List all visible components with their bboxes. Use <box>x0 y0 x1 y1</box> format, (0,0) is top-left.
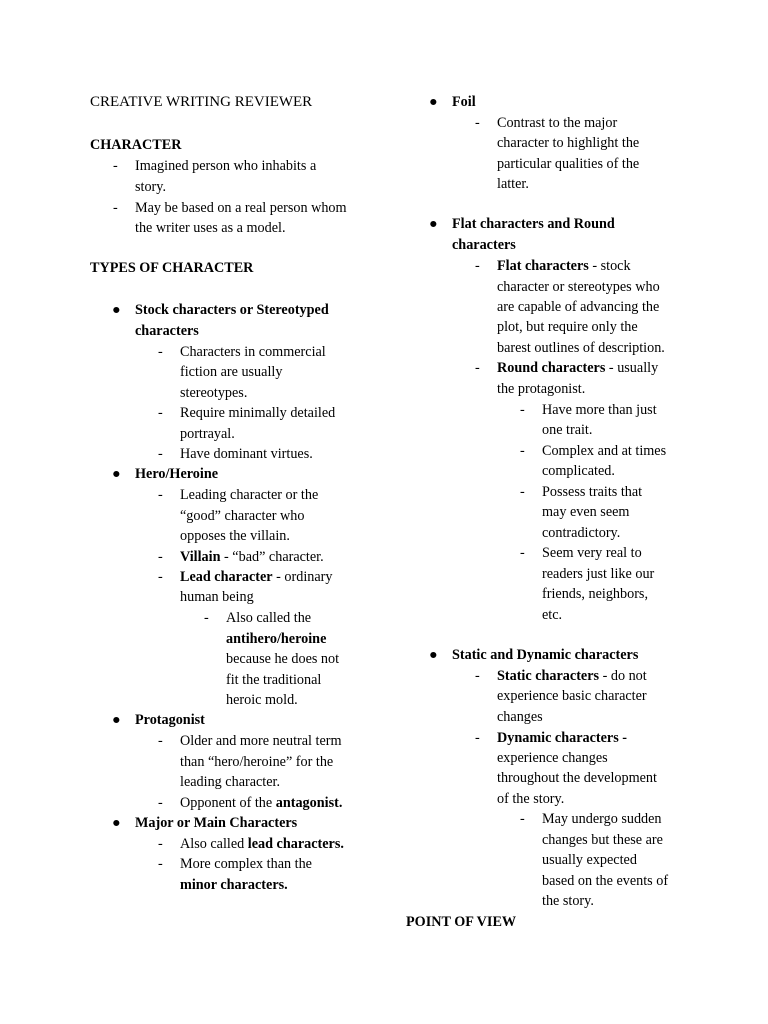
list-item-line: than “hero/heroine” for the <box>180 754 334 770</box>
round-line <box>497 358 658 379</box>
antihero-term: antihero/heroine <box>226 631 327 647</box>
foil-heading: Foil <box>452 94 476 110</box>
list-item-line: etc. <box>542 607 563 623</box>
list-item-line: “good” character who <box>180 508 305 524</box>
list-item-line: Also called the <box>226 610 312 626</box>
villain-line <box>180 547 324 568</box>
round-term: Round characters <box>497 360 606 376</box>
list-item-line: friends, neighbors, <box>542 586 648 602</box>
list-item-line: latter. <box>497 176 529 192</box>
dash-marker: - <box>520 811 525 827</box>
bullet-marker: ● <box>429 216 438 232</box>
bullet-marker: ● <box>429 94 438 110</box>
static-definition: - do not <box>599 668 647 684</box>
list-item-line: fit the traditional <box>226 672 322 688</box>
list-item-line: May undergo sudden <box>542 811 662 827</box>
static-dynamic-heading: Static and Dynamic characters <box>452 647 639 663</box>
dash-marker: - <box>158 549 163 565</box>
lead-term: Lead character <box>180 569 273 585</box>
dash-marker: - <box>158 405 163 421</box>
list-item-line: changes but these are <box>542 832 663 848</box>
list-item-line: may even seem <box>542 504 630 520</box>
minor-characters-term: minor characters. <box>180 877 288 893</box>
stock-characters-heading: Stock characters or Stereotyped <box>135 302 329 318</box>
dash-marker: - <box>520 443 525 459</box>
point-of-view-heading: POINT OF VIEW <box>406 914 517 930</box>
char-definition-line: story. <box>135 179 166 195</box>
list-item-line: of the story. <box>497 791 565 807</box>
list-item-line: readers just like our <box>542 566 655 582</box>
dash-marker: - <box>520 484 525 500</box>
list-item-line: Contrast to the major <box>497 115 618 131</box>
bullet-marker: ● <box>429 647 438 663</box>
dynamic-line <box>497 728 627 749</box>
list-item-line: based on the events of <box>542 873 669 889</box>
list-item-line: Require minimally detailed <box>180 405 336 421</box>
dash-marker: - <box>475 360 480 376</box>
dash-marker: - <box>520 545 525 561</box>
flat-definition: - stock <box>588 258 631 274</box>
list-item-line: changes <box>497 709 543 725</box>
villain-term: Villain <box>180 549 221 565</box>
list-item-line: complicated. <box>542 463 615 479</box>
list-item-line: throughout the development <box>497 770 657 786</box>
list-item-line: fiction are usually <box>180 364 283 380</box>
dynamic-term: Dynamic characters <box>497 730 619 746</box>
dash-marker: - <box>475 668 480 684</box>
list-item-line: plot, but require only the <box>497 319 638 335</box>
opponent-text: Opponent of the <box>180 795 276 811</box>
major-characters-heading: Major or Main Characters <box>135 815 298 831</box>
char-definition-line: May be based on a real person whom <box>135 200 347 216</box>
list-item-line: Older and more neutral term <box>180 733 342 749</box>
dash-marker: - <box>204 610 209 626</box>
lead-definition: - ordinary <box>272 569 333 585</box>
list-item-line: are capable of advancing the <box>497 299 660 315</box>
antagonist-term: antagonist. <box>275 795 343 811</box>
list-item-line: experience basic character <box>497 688 647 704</box>
list-item-line: heroic mold. <box>226 692 298 708</box>
flat-round-heading: Flat characters and Round <box>452 216 615 232</box>
dash-marker: - <box>158 344 163 360</box>
char-definition-line: the writer uses as a model. <box>135 220 286 236</box>
list-item-line: experience changes <box>497 750 608 766</box>
opponent-line <box>180 793 342 814</box>
dash-marker: - <box>475 258 480 274</box>
flat-line <box>497 256 631 277</box>
dash-marker: - <box>158 856 163 872</box>
list-item-line: Leading character or the <box>180 487 319 503</box>
protagonist-heading: Protagonist <box>135 712 205 728</box>
dash-marker: - <box>158 569 163 585</box>
list-item-line: portrayal. <box>180 426 235 442</box>
round-definition: - usually <box>605 360 659 376</box>
bullet-marker: ● <box>112 712 121 728</box>
lead-characters-term: lead characters. <box>247 836 344 852</box>
list-item-line: stereotypes. <box>180 385 248 401</box>
list-item-line: particular qualities of the <box>497 156 640 172</box>
list-item-line: one trait. <box>542 422 593 438</box>
dynamic-definition: - <box>618 730 628 746</box>
dash-marker: - <box>158 836 163 852</box>
static-term: Static characters <box>497 668 600 684</box>
list-item-line: Characters in commercial <box>180 344 326 360</box>
list-item-line: Complex and at times <box>542 443 667 459</box>
lead-line <box>180 567 332 588</box>
bullet-marker: ● <box>112 466 121 482</box>
list-item-line: opposes the villain. <box>180 528 290 544</box>
list-item-line: the protagonist. <box>497 381 586 397</box>
hero-heading: Hero/Heroine <box>135 466 219 482</box>
list-item-line: Have dominant virtues. <box>180 446 313 462</box>
character-heading: CHARACTER <box>90 137 182 153</box>
flat-round-heading: characters <box>452 237 516 253</box>
list-item-line: usually expected <box>542 852 637 868</box>
dash-marker: - <box>113 158 118 174</box>
list-item-line: More complex than the <box>180 856 312 872</box>
list-item-line: because he does not <box>226 651 340 667</box>
list-item-line: the story. <box>542 893 594 909</box>
char-definition-line: Imagined person who inhabits a <box>135 158 317 174</box>
dash-marker: - <box>475 730 480 746</box>
list-item-line: Have more than just <box>542 402 657 418</box>
also-called-line <box>180 834 344 855</box>
stock-characters-heading: characters <box>135 323 199 339</box>
list-item-line: human being <box>180 589 254 605</box>
also-called-text: Also called <box>180 836 248 852</box>
dash-marker: - <box>158 795 163 811</box>
static-line <box>497 666 647 687</box>
dash-marker: - <box>158 733 163 749</box>
list-item-line: character to highlight the <box>497 135 640 151</box>
list-item-line: contradictory. <box>542 525 621 541</box>
list-item-line: Possess traits that <box>542 484 643 500</box>
dash-marker: - <box>158 446 163 462</box>
bullet-marker: ● <box>112 815 121 831</box>
list-item-line: character or stereotypes who <box>497 279 660 295</box>
list-item-line: barest outlines of description. <box>497 340 665 356</box>
types-heading: TYPES OF CHARACTER <box>90 260 254 276</box>
dash-marker: - <box>158 487 163 503</box>
dash-marker: - <box>520 402 525 418</box>
dash-marker: - <box>475 115 480 131</box>
villain-definition: - “bad” character. <box>220 549 324 565</box>
list-item-line: Seem very real to <box>542 545 642 561</box>
document-title: CREATIVE WRITING REVIEWER <box>90 94 313 110</box>
dash-marker: - <box>113 200 118 216</box>
bullet-marker: ● <box>112 302 121 318</box>
list-item-line: leading character. <box>180 774 281 790</box>
flat-term: Flat characters <box>497 258 589 274</box>
